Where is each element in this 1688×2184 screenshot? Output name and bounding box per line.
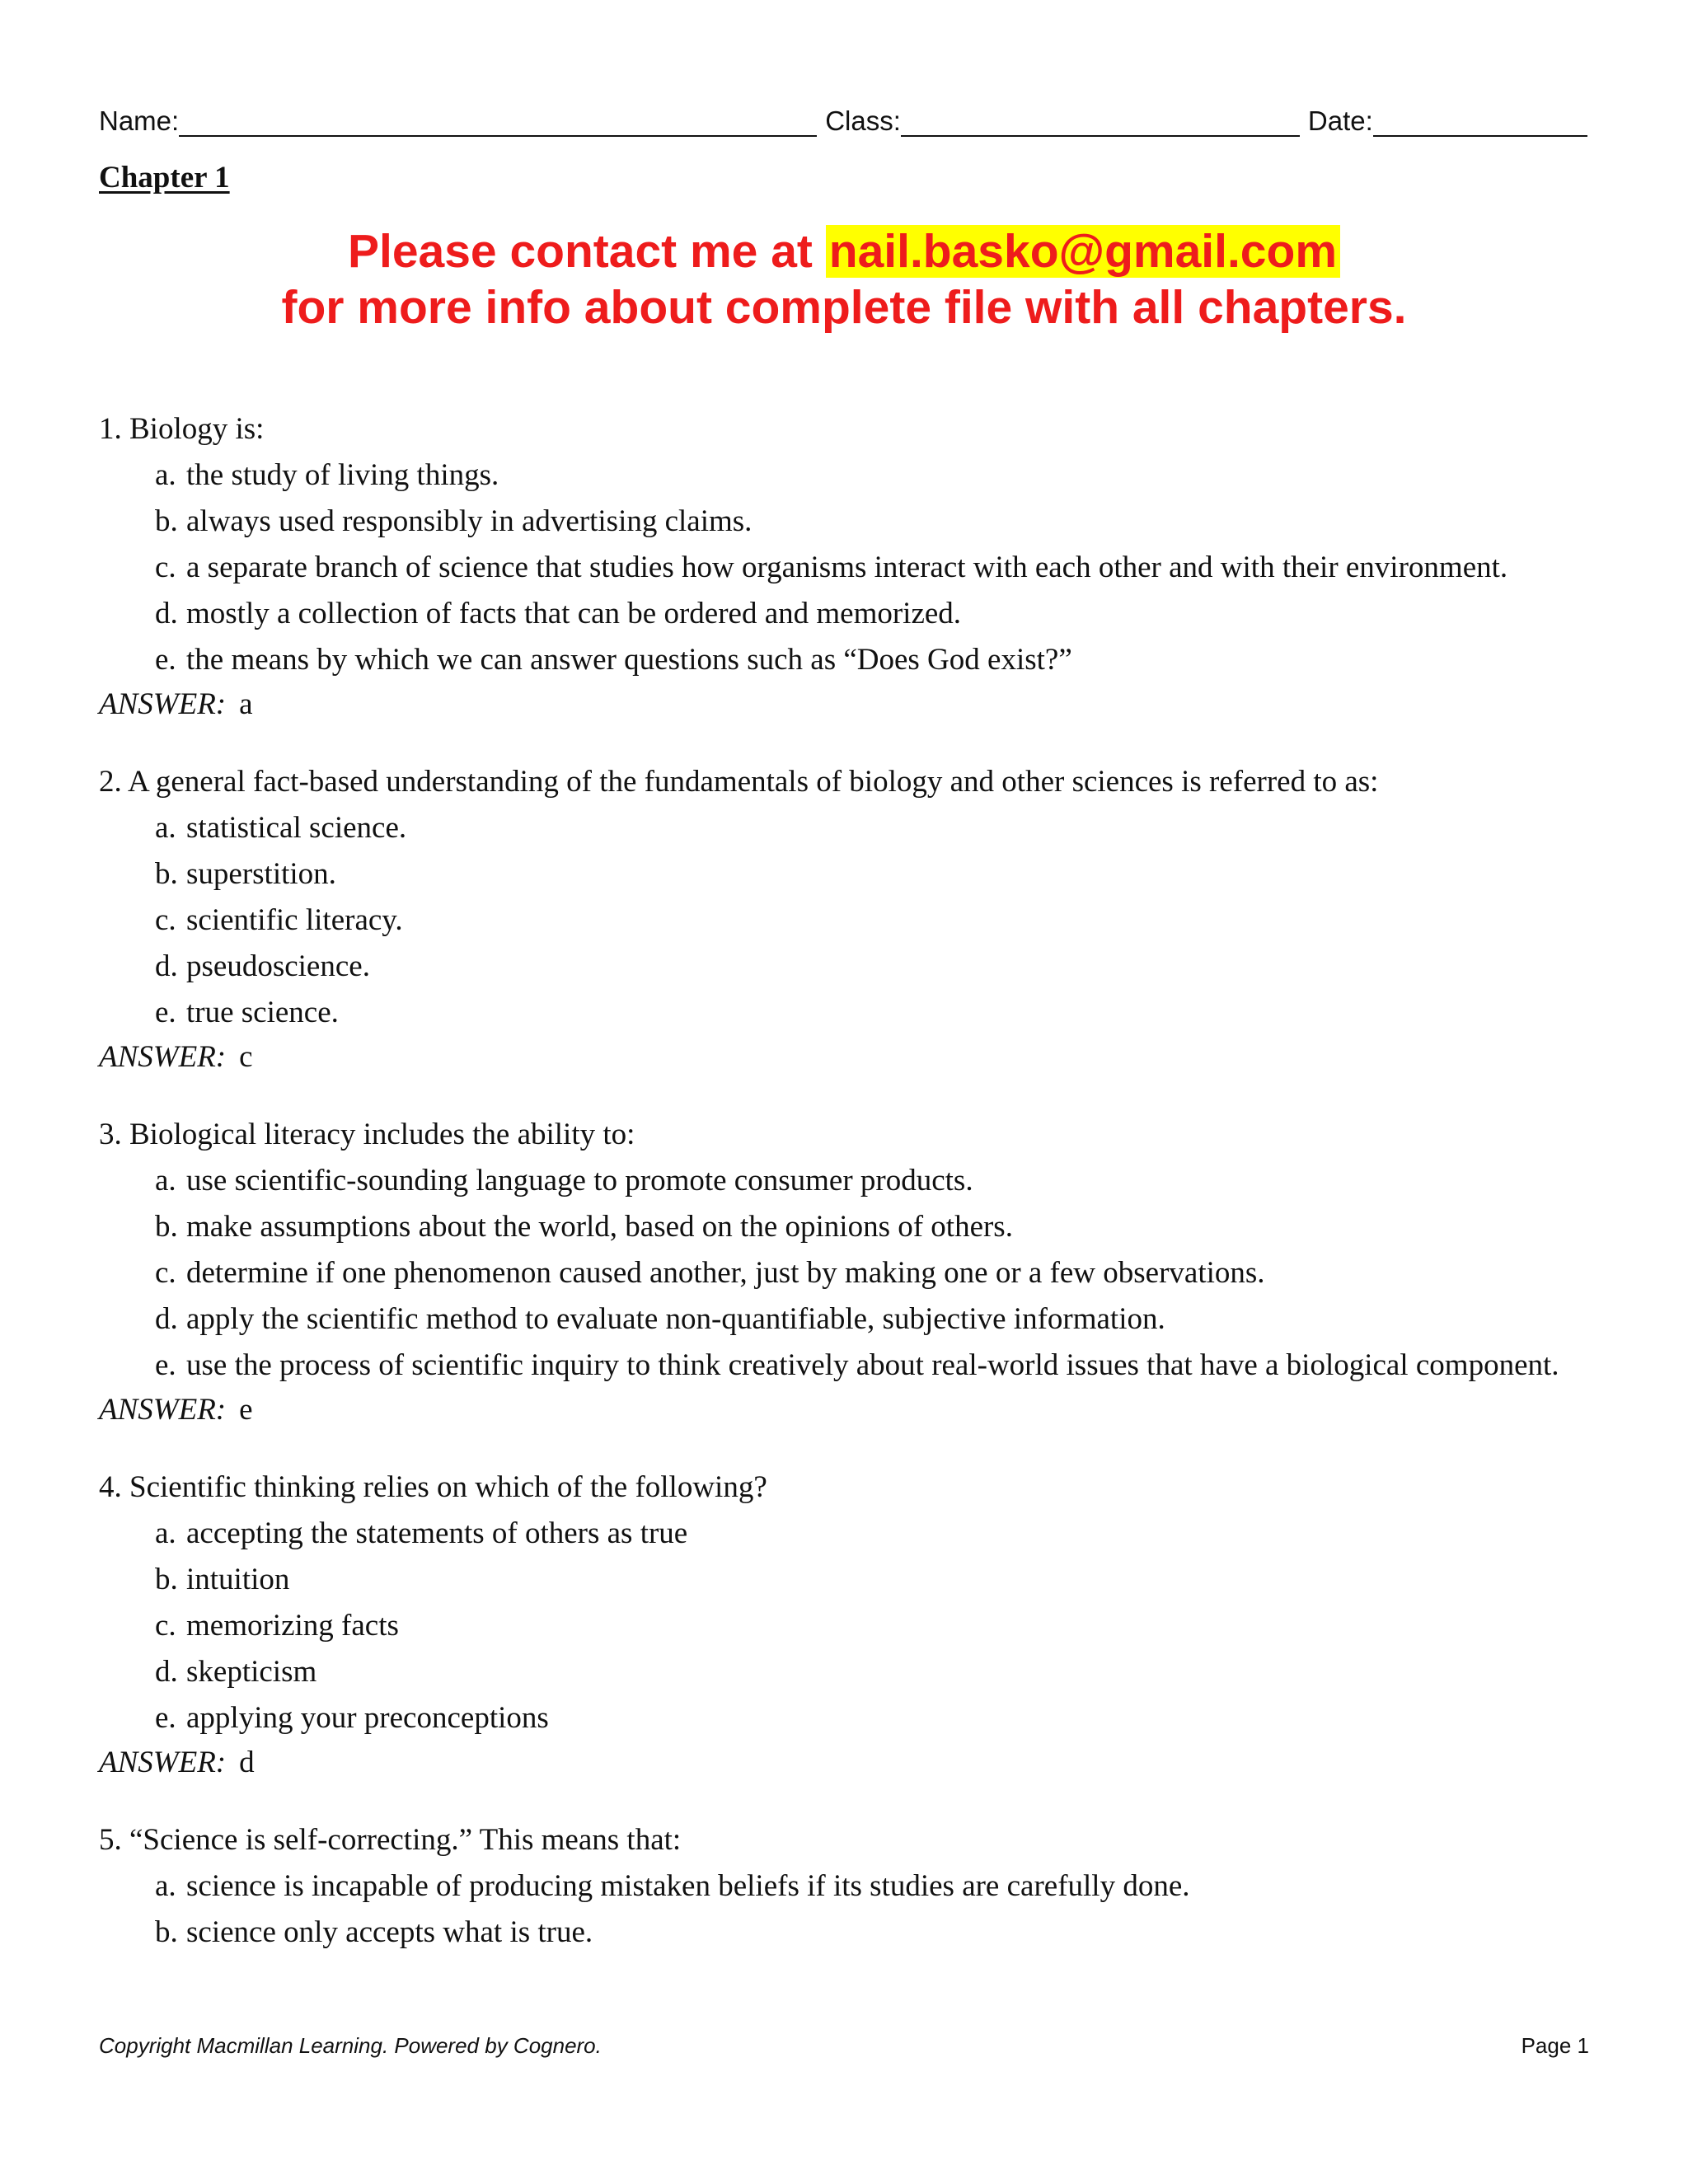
name-label: Name: bbox=[99, 105, 180, 136]
option-text: superstition. bbox=[186, 857, 336, 891]
class-blank bbox=[901, 105, 1300, 137]
answer-option bbox=[99, 1653, 1582, 1691]
question-item bbox=[99, 410, 1582, 724]
option-list bbox=[99, 1162, 1582, 1385]
date-label: Date: bbox=[1307, 105, 1373, 136]
date-blank bbox=[1373, 105, 1587, 137]
option-list bbox=[99, 457, 1582, 679]
answer-option bbox=[99, 457, 1582, 494]
option-letter: d. bbox=[155, 597, 178, 630]
answer-option bbox=[99, 855, 1582, 893]
answer-option bbox=[99, 1914, 1582, 1952]
option-letter: d. bbox=[155, 1655, 178, 1689]
answer-value: a bbox=[239, 687, 253, 721]
class-label: Class: bbox=[825, 105, 901, 136]
answer-option bbox=[99, 1254, 1582, 1292]
option-text: the means by which we can answer questions such as “Does God exist?” bbox=[186, 643, 1072, 677]
option-letter: e. bbox=[155, 1701, 176, 1735]
promo-email: nail.basko@gmail.com bbox=[826, 225, 1340, 278]
option-list bbox=[99, 1868, 1582, 1952]
option-letter: e. bbox=[155, 1348, 176, 1382]
option-letter: c. bbox=[155, 1609, 176, 1643]
question-stem: 5. “Science is self-correcting.” This means that: bbox=[99, 1823, 682, 1857]
option-text: pseudoscience. bbox=[186, 949, 370, 983]
option-letter: b. bbox=[155, 1210, 178, 1244]
question-item bbox=[99, 1821, 1582, 1952]
answer-label: ANSWER: bbox=[99, 1040, 227, 1074]
promo-line-2: for more info about complete file with all chapters. bbox=[281, 281, 1407, 334]
student-info-header bbox=[99, 97, 1589, 137]
answer-line bbox=[99, 686, 1582, 724]
answer-value: e bbox=[239, 1393, 253, 1427]
option-text: the study of living things. bbox=[186, 458, 499, 492]
answer-option bbox=[99, 1208, 1582, 1246]
answer-option bbox=[99, 948, 1582, 986]
answer-label: ANSWER: bbox=[99, 1393, 227, 1427]
option-list bbox=[99, 1515, 1582, 1737]
answer-value: d bbox=[239, 1746, 255, 1779]
option-text: always used responsibly in advertising claims. bbox=[186, 504, 753, 538]
option-letter: d. bbox=[155, 1302, 178, 1336]
question-stem: 2. A general fact-based understanding of the fundamentals of biology and other sciences is referred to as: bbox=[99, 765, 1379, 799]
option-text: use the process of scientific inquiry to think creatively about real-world issues that have a biological component. bbox=[186, 1348, 1559, 1382]
option-text: applying your preconceptions bbox=[186, 1701, 549, 1735]
answer-option bbox=[99, 595, 1582, 633]
option-text: mostly a collection of facts that can be ordered and memorized. bbox=[186, 597, 962, 630]
question-stem: 4. Scientific thinking relies on which of the following? bbox=[99, 1470, 767, 1504]
answer-label: ANSWER: bbox=[99, 687, 227, 721]
option-letter: b. bbox=[155, 1563, 178, 1596]
option-letter: d. bbox=[155, 949, 178, 983]
option-letter: a. bbox=[155, 1516, 176, 1550]
option-text: memorizing facts bbox=[186, 1609, 399, 1643]
option-text: skepticism bbox=[186, 1655, 317, 1689]
question-item bbox=[99, 1469, 1582, 1782]
answer-option bbox=[99, 1607, 1582, 1645]
option-text: accepting the statements of others as true bbox=[186, 1516, 688, 1550]
answer-option bbox=[99, 994, 1582, 1032]
answer-option bbox=[99, 1868, 1582, 1905]
option-letter: b. bbox=[155, 857, 178, 891]
answer-option bbox=[99, 641, 1582, 679]
option-text: use scientific-sounding language to promote consumer products. bbox=[186, 1164, 973, 1197]
option-text: intuition bbox=[186, 1563, 290, 1596]
option-text: determine if one phenomenon caused another, just by making one or a few observations. bbox=[186, 1256, 1265, 1290]
answer-option bbox=[99, 1162, 1582, 1200]
answer-option bbox=[99, 1347, 1582, 1385]
answer-option bbox=[99, 1301, 1582, 1338]
promo-line-1 bbox=[0, 224, 1688, 279]
answer-line bbox=[99, 1391, 1582, 1429]
option-list bbox=[99, 809, 1582, 1032]
name-blank bbox=[179, 105, 817, 137]
chapter-title: Chapter 1 bbox=[99, 161, 230, 194]
option-letter: e. bbox=[155, 996, 176, 1029]
question-list bbox=[99, 410, 1582, 1991]
option-text: scientific literacy. bbox=[186, 903, 403, 937]
option-letter: c. bbox=[155, 903, 176, 937]
option-text: make assumptions about the world, based on the opinions of others. bbox=[186, 1210, 1013, 1244]
answer-label: ANSWER: bbox=[99, 1746, 227, 1779]
option-text: science is incapable of producing mistaken beliefs if its studies are carefully done. bbox=[186, 1869, 1190, 1903]
answer-option bbox=[99, 1515, 1582, 1553]
option-letter: a. bbox=[155, 811, 176, 845]
option-letter: c. bbox=[155, 1256, 176, 1290]
answer-value: c bbox=[239, 1040, 253, 1074]
option-text: a separate branch of science that studies how organisms interact with each other and with their environment. bbox=[186, 551, 1508, 584]
option-letter: e. bbox=[155, 643, 176, 677]
question-stem: 3. Biological literacy includes the ability to: bbox=[99, 1118, 635, 1151]
option-letter: b. bbox=[155, 1915, 178, 1949]
promo-prefix: Please contact me at bbox=[347, 225, 826, 278]
question-stem: 1. Biology is: bbox=[99, 412, 265, 446]
option-text: true science. bbox=[186, 996, 339, 1029]
option-text: apply the scientific method to evaluate non-quantifiable, subjective information. bbox=[186, 1302, 1165, 1336]
option-text: science only accepts what is true. bbox=[186, 1915, 593, 1949]
question-item bbox=[99, 763, 1582, 1076]
answer-line bbox=[99, 1038, 1582, 1076]
answer-option bbox=[99, 503, 1582, 541]
footer-copyright: Copyright Macmillan Learning. Powered by Cognero. bbox=[99, 2033, 602, 2058]
option-letter: a. bbox=[155, 458, 176, 492]
footer-page-number: Page 1 bbox=[1521, 2033, 1589, 2058]
answer-option bbox=[99, 809, 1582, 847]
option-letter: a. bbox=[155, 1164, 176, 1197]
option-letter: c. bbox=[155, 551, 176, 584]
option-letter: a. bbox=[155, 1869, 176, 1903]
answer-line bbox=[99, 1744, 1582, 1782]
option-letter: b. bbox=[155, 504, 178, 538]
answer-option bbox=[99, 1561, 1582, 1599]
question-item bbox=[99, 1116, 1582, 1429]
option-text: statistical science. bbox=[186, 811, 407, 845]
answer-option bbox=[99, 1699, 1582, 1737]
answer-option bbox=[99, 902, 1582, 940]
answer-option bbox=[99, 549, 1582, 587]
